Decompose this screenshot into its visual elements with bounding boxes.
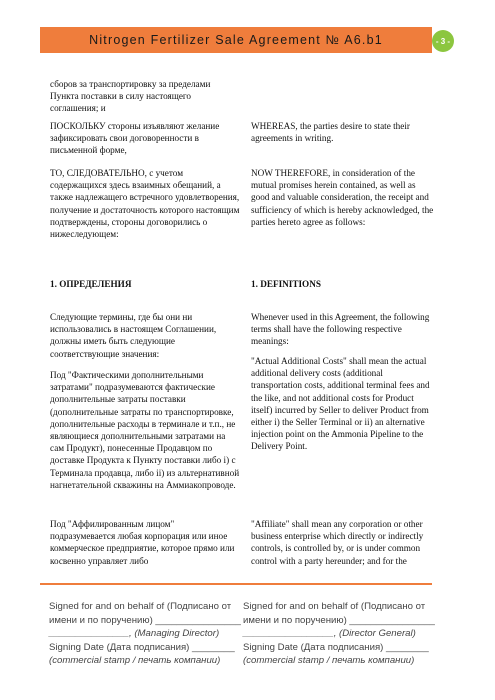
en-paragraph-4: Whenever used in this Agreement, the following terms shall have the following respective meanings: [251, 312, 430, 347]
document-title: Nitrogen Fertilizer Sale Agreement № A6.b1 [89, 33, 383, 47]
en-section-heading: 1. DEFINITIONS [251, 279, 321, 289]
en-paragraph-3: NOW THEREFORE, in consideration of the mutual promises herein contained, as well as good and valuable consideration, the receipt and sufficiency of which is hereby acknowledged, the parties hereto agree as follows: [251, 168, 434, 227]
signing-date-line: Signing Date (Дата подписания) ________ [49, 641, 235, 653]
signature-title-line: _________________, (Director General) [243, 628, 416, 639]
signature-block-seller [49, 600, 241, 668]
signature-line-1: Signed for and on behalf of (Подписано от [243, 601, 426, 612]
document-header-band [40, 27, 432, 53]
en-paragraph-2: WHEREAS, the parties desire to state their agreements in writing. [251, 121, 410, 144]
ru-paragraph-1: сборов за транспортировку за пределами Пункта поставки в силу настоящего соглашения; и [50, 79, 211, 114]
ru-paragraph-2: ПОСКОЛЬКУ стороны изъявляют желание зафиксировать свои договоренности в письменной форме, [50, 121, 220, 156]
signature-line-2: имени и по поручению) ________________ [243, 614, 435, 626]
ru-paragraph-5: Под "Фактическими дополнительными затратами" подразумеваются фактические дополнительные затраты поставки (дополнительные затраты по транспортировке, дополнительные расходы в терминале и т.п., не являющиеся дополнительными затратами на сам Продукт), понесенные Продавцом по доставке Продукта к Пункту поставки либо i) с Терминала продавца, либо ii) из альтернативной нагнетательной скважины на Аммиакопроводе. [50, 370, 240, 490]
footer-divider [40, 583, 432, 585]
signature-line-2: имени и по поручению) ________________ [49, 614, 241, 626]
stamp-line: (commercial stamp / печать компании) [243, 655, 415, 666]
ru-paragraph-3: ТО, СЛЕДОВАТЕЛЬНО, с учетом содержащихся здесь взаимных обещаний, а также надлежащего встречного удовлетворения, получение и достаточность которого настоящим подтверждены, стороны договорились о нижеследующем: [50, 168, 240, 240]
ru-paragraph-4: Следующие термины, где бы они ни использовались в настоящем Соглашении, должны иметь быть следующие соответствующие значения: [50, 312, 217, 359]
ru-paragraph-6: Под "Аффилированным лицом" подразумевается любая корпорация или иное коммерческое предприятие, которое прямо или косвенно управляет либо [50, 519, 235, 566]
signature-title-line: _______________, (Managing Director) [49, 628, 220, 639]
en-paragraph-6: "Affiliate" shall mean any corporation or other business enterprise which directly or indirectly controls, is controlled by, or is under common control with a party hereunder; and for the [251, 519, 424, 566]
en-paragraph-5: "Actual Additional Costs" shall mean the actual additional delivery costs (additional transportation costs, additional terminal fees and the like, and not additional costs for Product itself) incurred by Seller to deliver Product from either i) the Seller Terminal or ii) an alternative injection point on the Ammonia Pipeline to the Delivery Point. [251, 356, 430, 452]
signature-line-1: Signed for and on behalf of (Подписано от [49, 601, 232, 612]
page-number-badge: - 3 - [432, 30, 454, 52]
signature-block-buyer [243, 600, 435, 668]
signing-date-line: Signing Date (Дата подписания) ________ [243, 641, 429, 653]
stamp-line: (commercial stamp / печать компании) [49, 655, 221, 666]
ru-section-heading: 1. ОПРЕДЕЛЕНИЯ [50, 279, 132, 289]
